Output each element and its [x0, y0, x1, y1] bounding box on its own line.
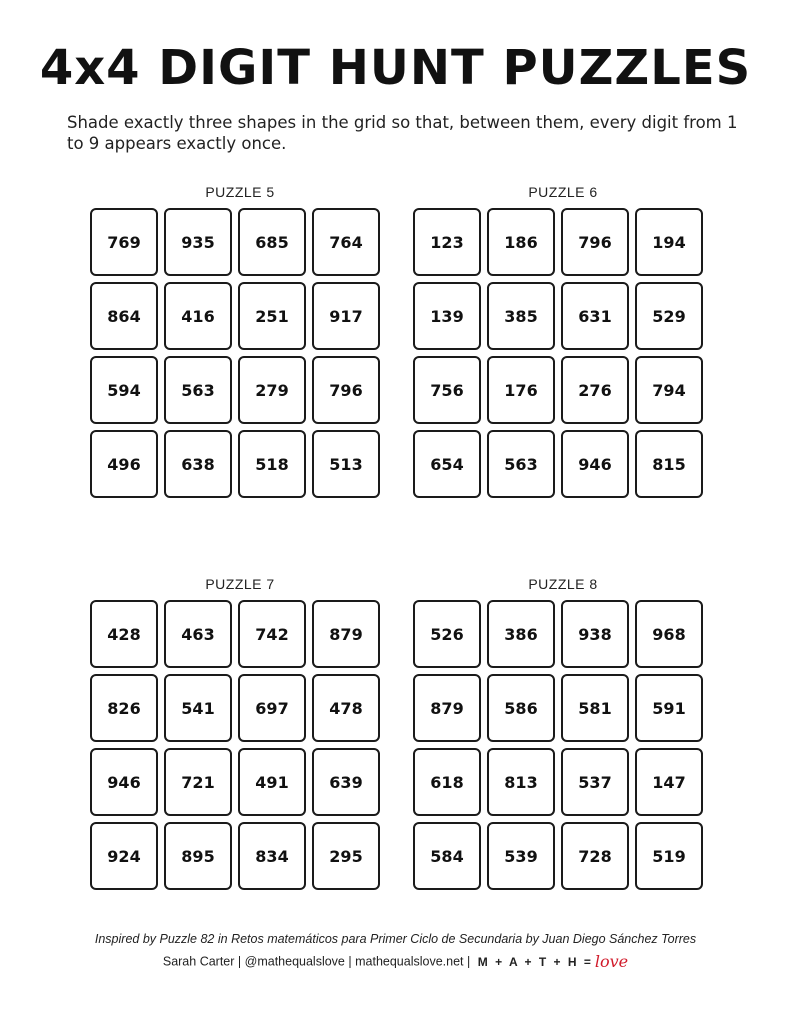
puzzle-cell[interactable]: 631: [561, 282, 629, 350]
puzzle-cell[interactable]: 428: [90, 600, 158, 668]
puzzle-cell[interactable]: 386: [487, 600, 555, 668]
website-link: mathequalslove.net: [355, 954, 464, 969]
puzzle-cell[interactable]: 385: [487, 282, 555, 350]
puzzle-cell[interactable]: 194: [635, 208, 703, 276]
puzzle-cell[interactable]: 147: [635, 748, 703, 816]
puzzle-grid: [413, 208, 705, 500]
puzzle-cell[interactable]: 526: [413, 600, 481, 668]
puzzle-cell[interactable]: 946: [90, 748, 158, 816]
separator: |: [237, 954, 242, 969]
puzzle-cell[interactable]: 769: [90, 208, 158, 276]
puzzle-cell[interactable]: 796: [312, 356, 380, 424]
puzzle-cell[interactable]: 518: [238, 430, 306, 498]
puzzle-cell[interactable]: 594: [90, 356, 158, 424]
puzzle-cell[interactable]: 935: [164, 208, 232, 276]
puzzle-cell[interactable]: 685: [238, 208, 306, 276]
puzzle-grid: [90, 600, 382, 892]
puzzle-cell[interactable]: 794: [635, 356, 703, 424]
puzzle-cell[interactable]: 879: [312, 600, 380, 668]
page-title: 4x4 DIGIT HUNT PUZZLES: [39, 40, 752, 96]
puzzle-cell[interactable]: 721: [164, 748, 232, 816]
puzzle-cell[interactable]: 563: [487, 430, 555, 498]
puzzle-label: PUZZLE 6: [528, 184, 598, 200]
puzzle-cell[interactable]: 586: [487, 674, 555, 742]
instructions: Shade exactly three shapes in the grid so that, between them, every digit from 1 to 9 appears exactly once.: [67, 113, 738, 153]
puzzle-cell[interactable]: 581: [561, 674, 629, 742]
puzzle-cell[interactable]: 618: [413, 748, 481, 816]
puzzle-cell[interactable]: 826: [90, 674, 158, 742]
puzzle-label: PUZZLE 8: [528, 576, 598, 592]
credit-line: Inspired by Puzzle 82 in Retos matemáticos para Primer Ciclo de Secundaria by Juan Diego Sánchez Torres: [94, 932, 697, 946]
puzzle-cell[interactable]: 924: [90, 822, 158, 890]
puzzle-cell[interactable]: 541: [164, 674, 232, 742]
puzzle-cell[interactable]: 728: [561, 822, 629, 890]
separator: |: [467, 954, 471, 969]
puzzle-cell[interactable]: 638: [164, 430, 232, 498]
puzzle-cell[interactable]: 537: [561, 748, 629, 816]
puzzle-cell[interactable]: 864: [90, 282, 158, 350]
puzzle-cell[interactable]: 123: [413, 208, 481, 276]
puzzle-cell[interactable]: 938: [561, 600, 629, 668]
puzzle-cell[interactable]: 654: [413, 430, 481, 498]
brand-logo-text: M + A + T + H =: [477, 954, 593, 969]
puzzle-cell[interactable]: 895: [164, 822, 232, 890]
brand-logo-love: love: [594, 951, 629, 971]
puzzle-cell[interactable]: 834: [238, 822, 306, 890]
puzzle-cell[interactable]: 796: [561, 208, 629, 276]
puzzle-cell[interactable]: 946: [561, 430, 629, 498]
puzzle-cell[interactable]: 584: [413, 822, 481, 890]
puzzle-cell[interactable]: 295: [312, 822, 380, 890]
puzzle-cell[interactable]: 279: [238, 356, 306, 424]
puzzle-cell[interactable]: 496: [90, 430, 158, 498]
puzzle-grid: [413, 600, 705, 892]
puzzle-cell[interactable]: 529: [635, 282, 703, 350]
puzzle-cell[interactable]: 764: [312, 208, 380, 276]
separator: |: [348, 954, 352, 969]
author-name: Sarah Carter: [162, 954, 235, 969]
puzzle-cell[interactable]: 491: [238, 748, 306, 816]
puzzle-cell[interactable]: 639: [312, 748, 380, 816]
puzzle-cell[interactable]: 815: [635, 430, 703, 498]
puzzle-label: PUZZLE 5: [205, 184, 275, 200]
puzzle-cell[interactable]: 186: [487, 208, 555, 276]
puzzle-cell[interactable]: 519: [635, 822, 703, 890]
puzzle-cell[interactable]: 513: [312, 430, 380, 498]
puzzle-cell[interactable]: 478: [312, 674, 380, 742]
social-handle: @mathequalslove: [244, 954, 345, 969]
puzzle-cell[interactable]: 276: [561, 356, 629, 424]
puzzle-cell[interactable]: 463: [164, 600, 232, 668]
puzzle-label: PUZZLE 7: [205, 576, 275, 592]
puzzle-cell[interactable]: 539: [487, 822, 555, 890]
footer: [0, 952, 791, 971]
puzzle-cell[interactable]: 917: [312, 282, 380, 350]
puzzle-cell[interactable]: 756: [413, 356, 481, 424]
puzzle-cell[interactable]: 879: [413, 674, 481, 742]
puzzle-cell[interactable]: 251: [238, 282, 306, 350]
puzzle-cell[interactable]: 813: [487, 748, 555, 816]
puzzle-cell[interactable]: 968: [635, 600, 703, 668]
puzzle-cell[interactable]: 139: [413, 282, 481, 350]
puzzle-cell[interactable]: 591: [635, 674, 703, 742]
puzzle-cell[interactable]: 176: [487, 356, 555, 424]
puzzle-cell[interactable]: 697: [238, 674, 306, 742]
puzzle-cell[interactable]: 416: [164, 282, 232, 350]
puzzle-cell[interactable]: 563: [164, 356, 232, 424]
puzzle-cell[interactable]: 742: [238, 600, 306, 668]
puzzle-grid: [90, 208, 382, 500]
